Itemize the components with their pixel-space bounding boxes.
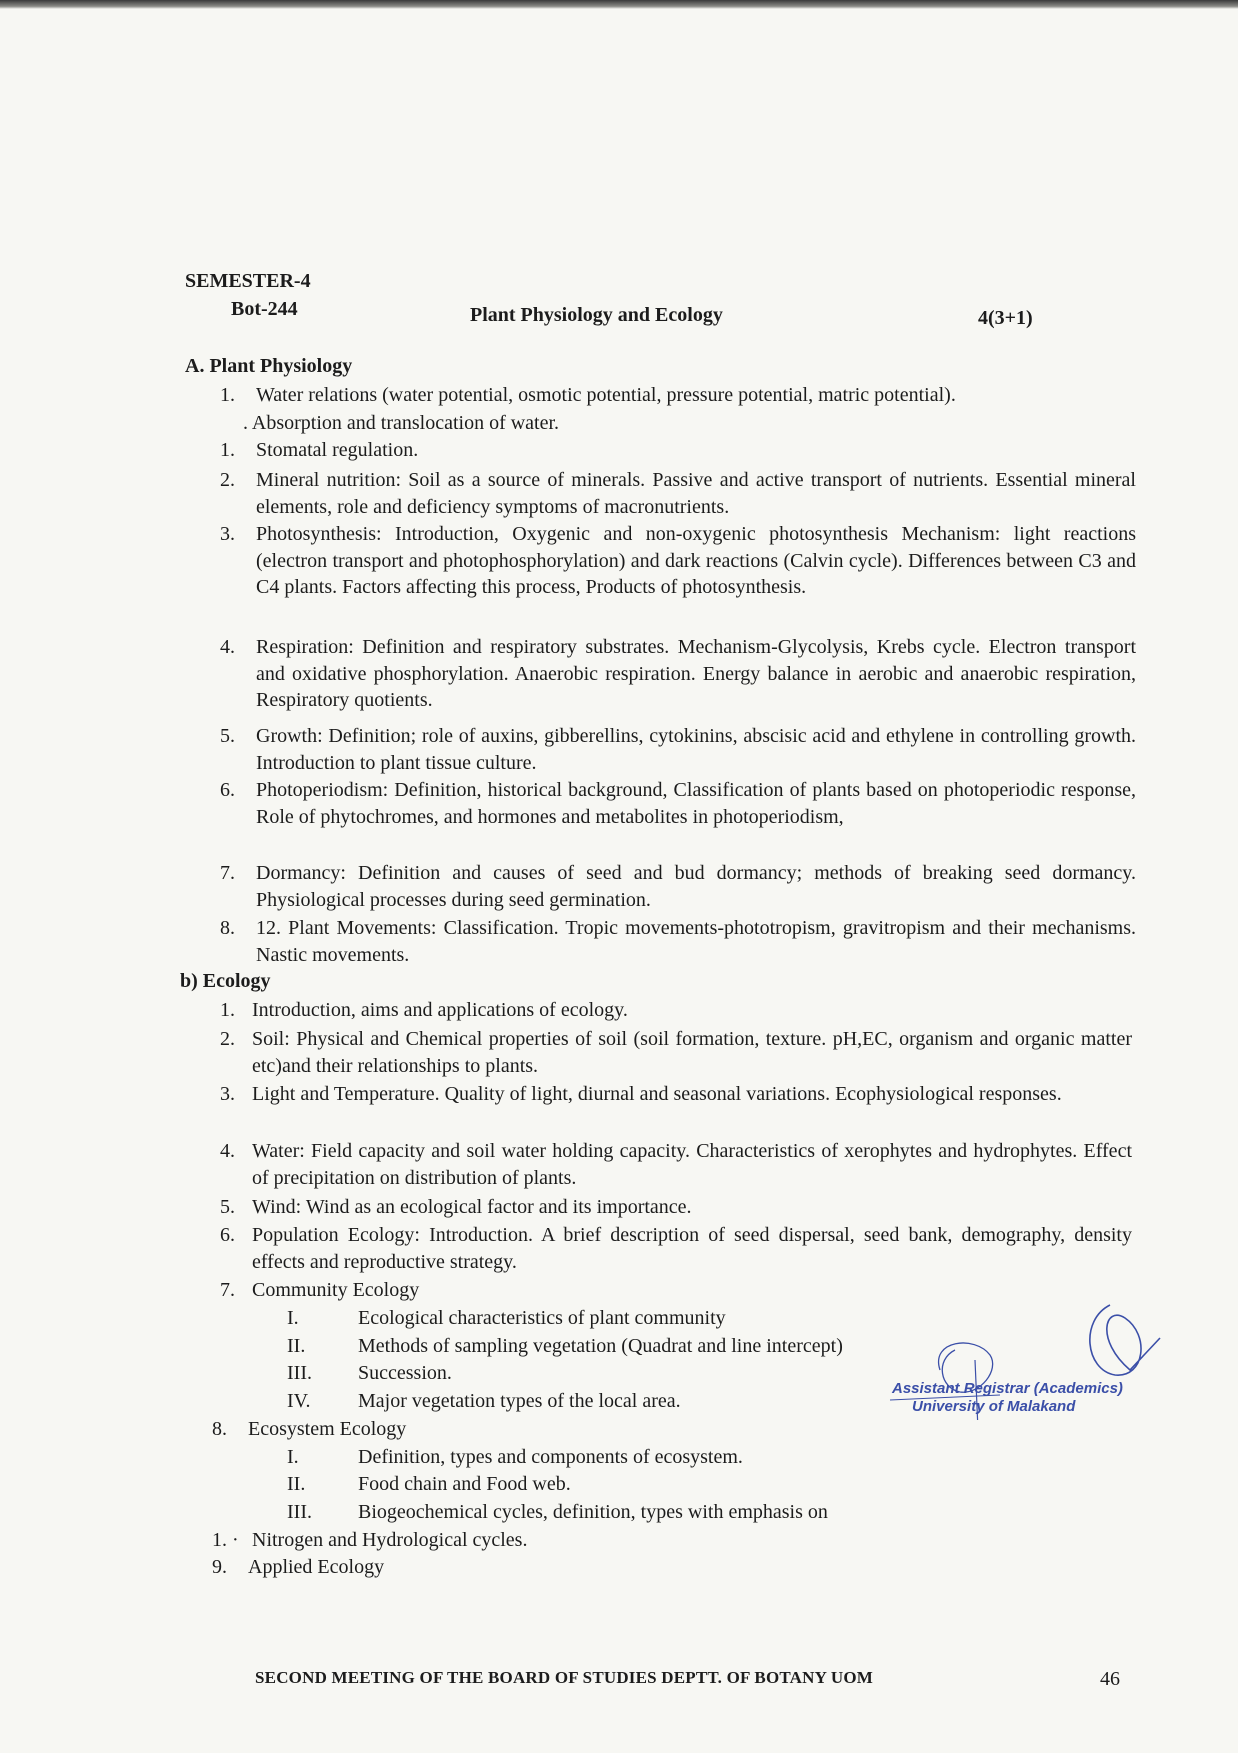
list-item: Introduction, aims and applications of ecology. (252, 999, 628, 1021)
section-a-heading: A. Plant Physiology (185, 355, 353, 377)
list-item: Respiration: Definition and respiratory substrates. Mechanism-Glycolysis, Krebs cycle. Electron transport and oxidative phosphorylation. Anaerobic respiration. Energy balance in aerobic and anaerobic respiration, Respiratory quotients. (256, 636, 1136, 711)
stamp-line-1: Assistant Registrar (Academics) (892, 1380, 1123, 1397)
sub-item-number: III. (287, 1362, 312, 1384)
sub-item-number: IV. (287, 1390, 311, 1412)
list-item: Water relations (water potential, osmotic potential, pressure potential, matric potential). (256, 384, 956, 406)
list-item: Ecosystem Ecology (248, 1418, 407, 1440)
course-code: Bot-244 (231, 298, 298, 320)
item-number: 6. (220, 1224, 235, 1246)
list-item: Soil: Physical and Chemical properties of soil (soil formation, texture. pH,EC, organism and organic matter etc)and their relationships to plants. (252, 1028, 1132, 1077)
page-number: 46 (1100, 1668, 1120, 1690)
list-item: 12. Plant Movements: Classification. Tropic movements-phototropism, gravitropism and their mechanisms. Nastic movements. (256, 917, 1136, 966)
list-item: Dormancy: Definition and causes of seed and bud dormancy; methods of breaking seed dormancy. Physiological processes during seed germination. (256, 862, 1136, 911)
list-item: Water: Field capacity and soil water holding capacity. Characteristics of xerophytes and hydrophytes. Effect of precipitation on distribution of plants. (252, 1140, 1132, 1189)
list-item: Community Ecology (252, 1279, 420, 1301)
list-item: Growth: Definition; role of auxins, gibberellins, cytokinins, abscisic acid and ethylene in controlling growth. Introduction to plant tissue culture. (256, 725, 1136, 774)
list-item: Mineral nutrition: Soil as a source of minerals. Passive and active transport of nutrients. Essential mineral elements, role and deficiency symptoms of macronutrients. (256, 469, 1136, 518)
item-number: 7. (220, 862, 235, 884)
sub-item: Food chain and Food web. (358, 1473, 571, 1495)
course-title: Plant Physiology and Ecology (470, 304, 723, 326)
list-item: Photoperiodism: Definition, historical background, Classification of plants based on photoperiodic response, Role of phytochromes, and hormones and metabolites in photoperiodism, (256, 779, 1136, 828)
semester-label: SEMESTER-4 (185, 270, 311, 292)
item-number: 6. (220, 779, 235, 801)
sub-item: Biogeochemical cycles, definition, types with emphasis on (358, 1501, 828, 1523)
item-number: 3. (220, 523, 235, 545)
list-item: Nitrogen and Hydrological cycles. (252, 1529, 528, 1551)
sub-item: Major vegetation types of the local area. (358, 1390, 681, 1412)
list-item: Light and Temperature. Quality of light, diurnal and seasonal variations. Ecophysiological responses. (252, 1083, 1062, 1105)
item-number: 1. (220, 384, 235, 406)
list-item: Applied Ecology (248, 1556, 385, 1578)
sub-item-number: III. (287, 1501, 312, 1523)
sub-item-number: II. (287, 1335, 306, 1357)
item-number: 1. (220, 999, 235, 1021)
course-credits: 4(3+1) (978, 307, 1033, 329)
item-number: 3. (220, 1083, 235, 1105)
list-item: Wind: Wind as an ecological factor and its importance. (252, 1196, 692, 1218)
stamp-line-2: University of Malakand (912, 1398, 1076, 1415)
item-number: 1. · (212, 1529, 239, 1551)
item-number: 2. (220, 469, 235, 491)
item-number: 5. (220, 725, 235, 747)
sub-item-number: II. (287, 1473, 306, 1495)
sub-item: Succession. (358, 1362, 452, 1384)
list-item: . Absorption and translocation of water. (243, 412, 560, 434)
item-number: 1. (220, 439, 235, 461)
sub-item: Ecological characteristics of plant community (358, 1307, 726, 1329)
list-item: Population Ecology: Introduction. A brief description of seed dispersal, seed bank, demography, density effects and reproductive strategy. (252, 1224, 1132, 1273)
item-number: 4. (220, 636, 235, 658)
registrar-stamp (880, 1300, 1170, 1420)
section-b-heading: b) Ecology (180, 970, 271, 992)
item-number: 9. (212, 1556, 227, 1578)
sub-item-number: I. (287, 1446, 299, 1468)
item-number: 8. (220, 917, 235, 939)
item-number: 8. (212, 1418, 227, 1440)
item-number: 4. (220, 1140, 235, 1162)
item-number: 2. (220, 1028, 235, 1050)
sub-item: Definition, types and components of ecosystem. (358, 1446, 743, 1468)
item-number: 5. (220, 1196, 235, 1218)
footer-text: SECOND MEETING OF THE BOARD OF STUDIES DEPTT. OF BOTANY UOM (255, 1668, 874, 1687)
list-item: Photosynthesis: Introduction, Oxygenic and non-oxygenic photosynthesis Mechanism: light reactions (electron transport and photophosphorylation) and dark reactions (Calvin cycle). Differences between C3 and C4 plants. Factors affecting this process, Products of photosynthesis. (256, 523, 1136, 598)
list-item: Stomatal regulation. (256, 439, 419, 461)
sub-item-number: I. (287, 1307, 299, 1329)
sub-item: Methods of sampling vegetation (Quadrat and line intercept) (358, 1335, 843, 1357)
scan-top-edge (0, 0, 1238, 9)
item-number: 7. (220, 1279, 235, 1301)
